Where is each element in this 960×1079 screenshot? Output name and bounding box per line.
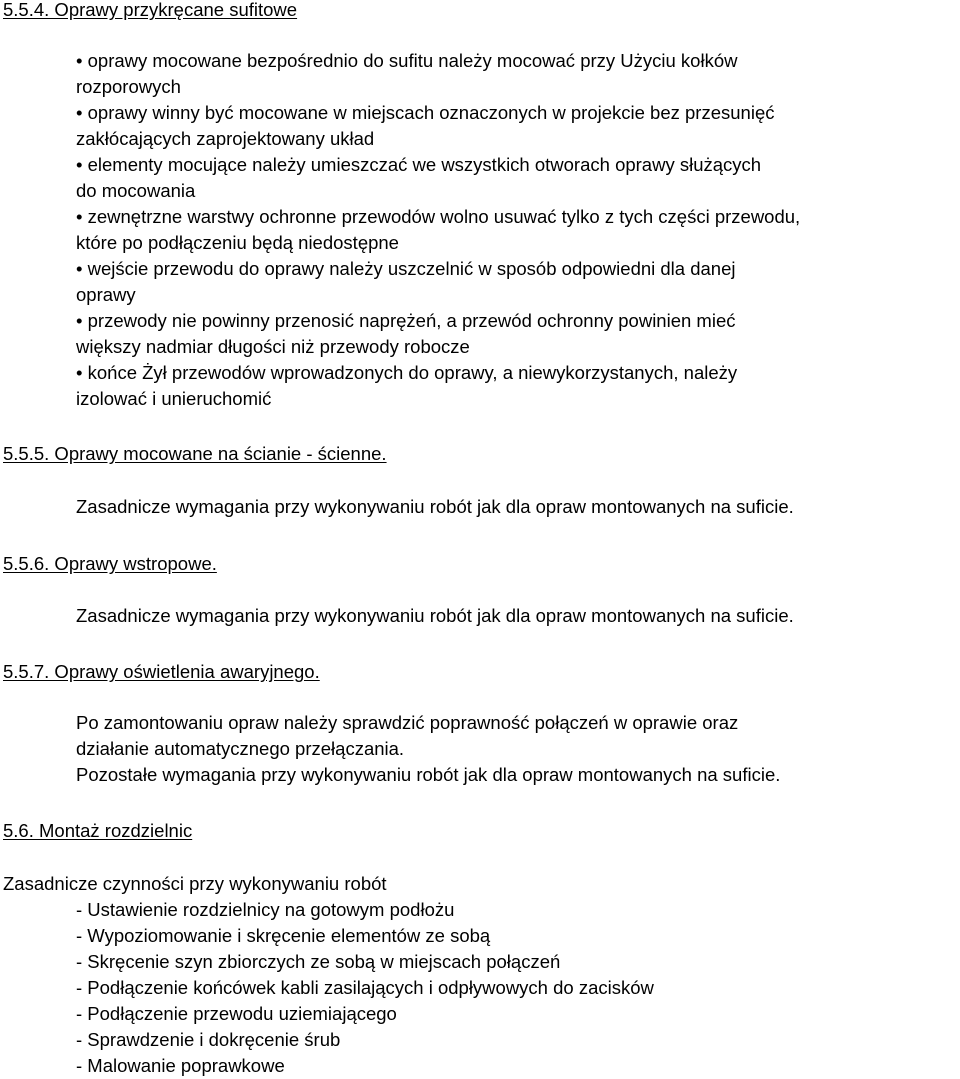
- paragraph-line: Pozostałe wymagania przy wykonywaniu robót jak dla opraw montowanych na suficie.: [76, 764, 781, 785]
- list-line: rozporowych: [76, 76, 181, 97]
- list-line: izolować i unieruchomić: [76, 388, 272, 409]
- section-56-heading: 5.6. Montaż rozdzielnic: [3, 820, 193, 841]
- list-line: • oprawy mocowane bezpośrednio do sufitu należy mocować przy Użyciu kołków: [76, 50, 738, 71]
- list-item: - Ustawienie rozdzielnicy na gotowym podłożu: [76, 899, 455, 920]
- section-554-list: [76, 48, 800, 412]
- list-line: • elementy mocujące należy umieszczać we wszystkich otworach oprawy służących: [76, 154, 762, 175]
- section-557-text: [76, 710, 780, 788]
- list-line: które po podłączeniu będą niedostępne: [76, 232, 399, 253]
- paragraph-line: działanie automatycznego przełączania.: [76, 738, 405, 759]
- list-item: - Skręcenie szyn zbiorczych ze sobą w miejscach połączeń: [76, 951, 561, 972]
- section-56-list: [76, 897, 654, 1079]
- section-556-heading: 5.5.6. Oprawy wstropowe.: [3, 553, 217, 574]
- list-item: - Podłączenie końcówek kabli zasilających i odpływowych do zacisków: [76, 977, 654, 998]
- list-item: - Wypoziomowanie i skręcenie elementów ze sobą: [76, 925, 491, 946]
- list-line: • zewnętrzne warstwy ochronne przewodów wolno usuwać tylko z tych części przewodu,: [76, 206, 801, 227]
- list-line: • przewody nie powinny przenosić naprężeń, a przewód ochronny powinien mieć: [76, 310, 736, 331]
- list-item: - Sprawdzenie i dokręcenie śrub: [76, 1029, 341, 1050]
- list-line: do mocowania: [76, 180, 196, 201]
- section-554-heading: 5.5.4. Oprawy przykręcane sufitowe: [3, 0, 298, 20]
- section-56-intro: Zasadnicze czynności przy wykonywaniu robót: [3, 873, 387, 894]
- list-line: zakłócających zaprojektowany układ: [76, 128, 375, 149]
- list-item: - Podłączenie przewodu uziemiającego: [76, 1003, 397, 1024]
- list-item: - Malowanie poprawkowe: [76, 1055, 285, 1076]
- section-555-text: Zasadnicze wymagania przy wykonywaniu robót jak dla opraw montowanych na suficie.: [76, 496, 794, 517]
- paragraph-line: Po zamontowaniu opraw należy sprawdzić poprawność połączeń w oprawie oraz: [76, 712, 739, 733]
- list-line: większy nadmiar długości niż przewody robocze: [76, 336, 470, 357]
- section-555-heading: 5.5.5. Oprawy mocowane na ścianie - ścienne.: [3, 443, 387, 464]
- list-line: oprawy: [76, 284, 136, 305]
- section-557-heading: 5.5.7. Oprawy oświetlenia awaryjnego.: [3, 661, 320, 682]
- list-line: • oprawy winny być mocowane w miejscach oznaczonych w projekcie bez przesunięć: [76, 102, 775, 123]
- list-line: • końce Żył przewodów wprowadzonych do oprawy, a niewykorzystanych, należy: [76, 362, 738, 383]
- list-line: • wejście przewodu do oprawy należy uszczelnić w sposób odpowiedni dla danej: [76, 258, 736, 279]
- section-556-text: Zasadnicze wymagania przy wykonywaniu robót jak dla opraw montowanych na suficie.: [76, 605, 794, 626]
